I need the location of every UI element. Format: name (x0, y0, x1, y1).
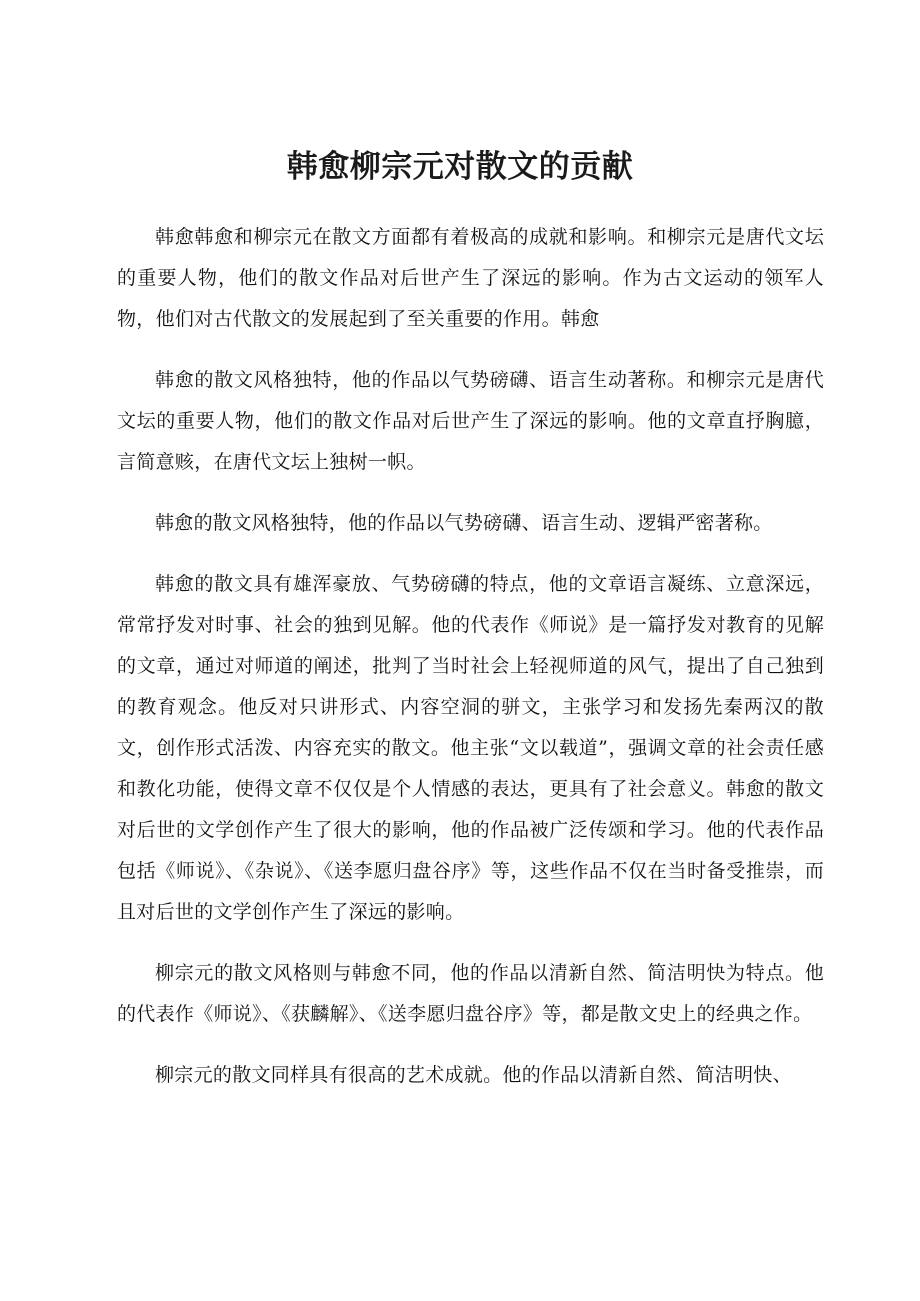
paragraph: 柳宗元的散文同样具有很高的艺术成就。他的作品以清新自然、简洁明快、 (155, 1064, 792, 1086)
paragraph: 韩愈的散文风格独特，他的作品以气势磅礴、语言生动著称。和柳宗元是唐代文坛的重要人物，他们的散文作品对后世产生了深远的影响。他的文章直抒胸臆，言简意赅，在唐代文坛上独树一帜。 (117, 369, 824, 473)
document-title: 韩愈柳宗元对散文的贡献 (286, 148, 634, 185)
paragraph: 韩愈的散文具有雄浑豪放、气势磅礴的特点，他的文章语言凝练、立意深远，常常抒发对时事、社会的独到见解。他的代表作《师说》是一篇抒发对教育的见解的文章，通过对师道的阐述，批判了当时社会上轻视师道的风气，提出了自己独到的教育观念。他反对只讲形式、内容空洞的骈文，主张学习和发扬先秦两汉的散文，创作形式活泼、内容充实的散文。他主张“文以载道”，强调文章的社会责任感和教化功能，使得文章不仅仅是个人情感的表达，更具有了社会意义。韩愈的散文对后世的文学创作产生了很大的影响，他的作品被广泛传颂和学习。他的代表作品包括《师说》、《杂说》、《送李愿归盘谷序》等，这些作品不仅在当时备受推崇，而且对后世的文学创作产生了深远的影响。 (117, 573, 824, 923)
paragraph: 柳宗元的散文风格则与韩愈不同，他的作品以清新自然、简洁明快为特点。他的代表作《师说》、《获麟解》、《送李愿归盘谷序》等，都是散文史上的经典之作。 (117, 962, 824, 1025)
paragraph: 韩愈的散文风格独特，他的作品以气势磅礴、语言生动、逻辑严密著称。 (155, 512, 773, 534)
document-body (117, 217, 824, 1116)
paragraph: 韩愈韩愈和柳宗元在散文方面都有着极高的成就和影响。和柳宗元是唐代文坛的重要人物，他们的散文作品对后世产生了深远的影响。作为古文运动的领军人物，他们对古代散文的发展起到了至关重要的作用。韩愈 (117, 226, 824, 330)
